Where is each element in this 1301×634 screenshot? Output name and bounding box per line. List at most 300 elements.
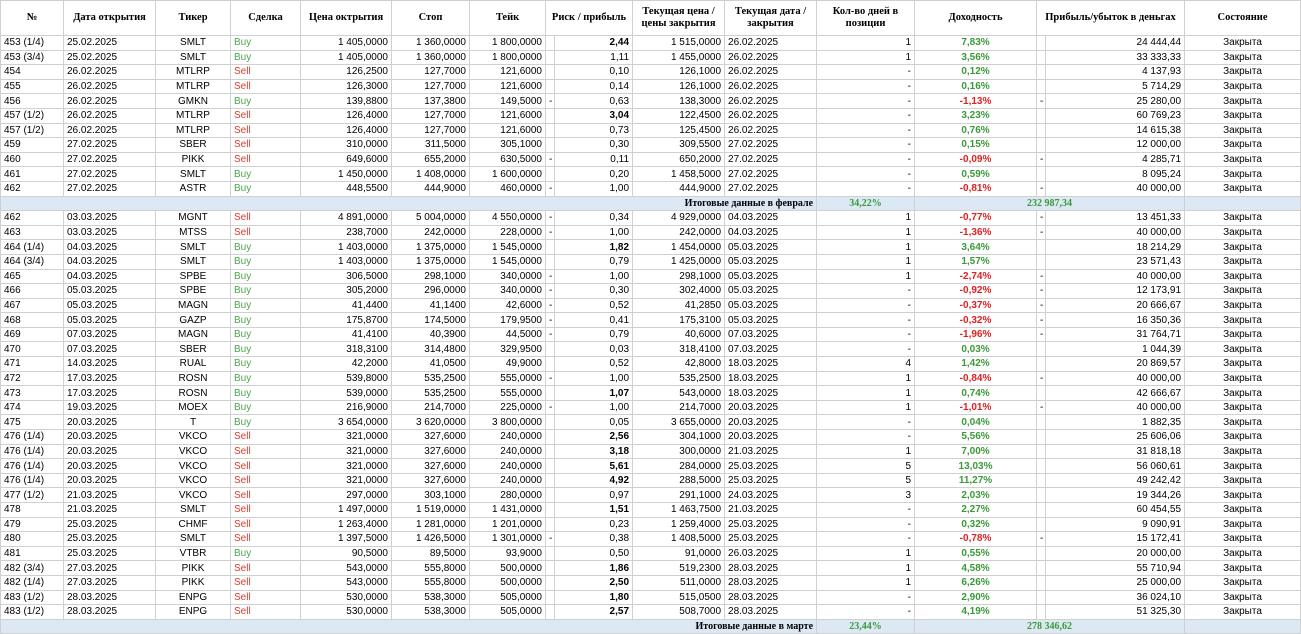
trade-num: 478	[1, 503, 64, 518]
open-price: 448,5500	[301, 181, 392, 196]
ticker: MGNT	[156, 211, 231, 226]
risk-reward: 5,61	[555, 459, 633, 474]
pl-amount: 14 615,38	[1046, 123, 1185, 138]
open-price: 139,8800	[301, 94, 392, 109]
days-in-position: -	[817, 590, 915, 605]
deal-type: Buy	[231, 313, 301, 328]
return-pct: -0,84%	[915, 371, 1037, 386]
return-pct: 0,32%	[915, 517, 1037, 532]
open-price: 126,3000	[301, 79, 392, 94]
current-price: 291,1000	[633, 488, 725, 503]
rr-sign: -	[546, 284, 555, 299]
pl-sign: -	[1037, 400, 1046, 415]
pl-sign: -	[1037, 152, 1046, 167]
risk-reward: 3,04	[555, 108, 633, 123]
table-row	[1, 181, 1301, 196]
deal-type: Sell	[231, 488, 301, 503]
open-price: 175,8700	[301, 313, 392, 328]
current-date: 05.03.2025	[725, 313, 817, 328]
days-in-position: 1	[817, 254, 915, 269]
table-row	[1, 488, 1301, 503]
ticker: T	[156, 415, 231, 430]
stop-price: 3 620,0000	[392, 415, 470, 430]
current-date: 27.02.2025	[725, 152, 817, 167]
stop-price: 1 360,0000	[392, 50, 470, 65]
current-date: 28.03.2025	[725, 575, 817, 590]
risk-reward: 0,03	[555, 342, 633, 357]
table-row	[1, 313, 1301, 328]
days-in-position: -	[817, 342, 915, 357]
pl-amount: 20 666,67	[1046, 298, 1185, 313]
ticker: ENPG	[156, 590, 231, 605]
open-price: 321,0000	[301, 444, 392, 459]
trade-num: 476 (1/4)	[1, 444, 64, 459]
return-pct: 11,27%	[915, 473, 1037, 488]
pl-amount: 1 044,39	[1046, 342, 1185, 357]
state: Закрыта	[1185, 342, 1301, 357]
table-row	[1, 298, 1301, 313]
current-price: 508,7000	[633, 605, 725, 620]
current-price: 1 408,5000	[633, 532, 725, 547]
stop-price: 298,1000	[392, 269, 470, 284]
trade-num: 476 (1/4)	[1, 459, 64, 474]
return-pct: -1,13%	[915, 94, 1037, 109]
risk-reward: 0,11	[555, 152, 633, 167]
rr-sign	[546, 605, 555, 620]
days-in-position: 1	[817, 36, 915, 51]
deal-type: Sell	[231, 605, 301, 620]
return-pct: 2,27%	[915, 503, 1037, 518]
pl-sign	[1037, 546, 1046, 561]
pl-sign: -	[1037, 532, 1046, 547]
state: Закрыта	[1185, 94, 1301, 109]
header-days: Кол-во дней в позиции	[817, 1, 915, 36]
table-row	[1, 225, 1301, 240]
pl-sign: -	[1037, 225, 1046, 240]
days-in-position: -	[817, 123, 915, 138]
state: Закрыта	[1185, 386, 1301, 401]
summary-label: Итоговые данные в марте	[1, 619, 817, 634]
summary-pl: 278 346,62	[915, 619, 1185, 634]
current-price: 138,3000	[633, 94, 725, 109]
trade-num: 455	[1, 79, 64, 94]
pl-sign	[1037, 517, 1046, 532]
return-pct: 0,16%	[915, 79, 1037, 94]
pl-amount: 25 280,00	[1046, 94, 1185, 109]
current-date: 20.03.2025	[725, 415, 817, 430]
pl-sign	[1037, 240, 1046, 255]
return-pct: -0,92%	[915, 284, 1037, 299]
open-date: 28.03.2025	[64, 605, 156, 620]
return-pct: 4,58%	[915, 561, 1037, 576]
days-in-position: -	[817, 152, 915, 167]
pl-sign	[1037, 444, 1046, 459]
table-row	[1, 108, 1301, 123]
open-price: 649,6000	[301, 152, 392, 167]
current-date: 05.03.2025	[725, 269, 817, 284]
days-in-position: -	[817, 430, 915, 445]
take-price: 460,0000	[470, 181, 546, 196]
header-num: №	[1, 1, 64, 36]
pl-sign: -	[1037, 94, 1046, 109]
ticker: GMKN	[156, 94, 231, 109]
trade-num: 464 (3/4)	[1, 254, 64, 269]
ticker: MTLRP	[156, 108, 231, 123]
state: Закрыта	[1185, 65, 1301, 80]
take-price: 121,6000	[470, 123, 546, 138]
stop-price: 538,3000	[392, 590, 470, 605]
days-in-position: 1	[817, 575, 915, 590]
trade-num: 473	[1, 386, 64, 401]
pl-sign: -	[1037, 181, 1046, 196]
open-date: 04.03.2025	[64, 240, 156, 255]
open-date: 28.03.2025	[64, 590, 156, 605]
open-price: 530,0000	[301, 605, 392, 620]
pl-sign	[1037, 342, 1046, 357]
days-in-position: 1	[817, 225, 915, 240]
current-price: 1 259,4000	[633, 517, 725, 532]
current-price: 1 425,0000	[633, 254, 725, 269]
take-price: 505,0000	[470, 605, 546, 620]
take-price: 1 431,0000	[470, 503, 546, 518]
return-pct: 2,90%	[915, 590, 1037, 605]
deal-type: Buy	[231, 342, 301, 357]
ticker: SPBE	[156, 284, 231, 299]
risk-reward: 3,18	[555, 444, 633, 459]
risk-reward: 1,00	[555, 225, 633, 240]
deal-type: Sell	[231, 459, 301, 474]
current-price: 4 929,0000	[633, 211, 725, 226]
return-pct: 1,57%	[915, 254, 1037, 269]
ticker: VKCO	[156, 488, 231, 503]
open-date: 26.02.2025	[64, 65, 156, 80]
risk-reward: 1,00	[555, 400, 633, 415]
take-price: 500,0000	[470, 561, 546, 576]
current-price: 650,2000	[633, 152, 725, 167]
state: Закрыта	[1185, 590, 1301, 605]
return-pct: -0,32%	[915, 313, 1037, 328]
open-price: 1 403,0000	[301, 254, 392, 269]
current-date: 07.03.2025	[725, 327, 817, 342]
current-price: 304,1000	[633, 430, 725, 445]
open-date: 07.03.2025	[64, 327, 156, 342]
stop-price: 444,9000	[392, 181, 470, 196]
open-price: 4 891,0000	[301, 211, 392, 226]
rr-sign	[546, 36, 555, 51]
current-price: 284,0000	[633, 459, 725, 474]
deal-type: Sell	[231, 517, 301, 532]
stop-price: 327,6000	[392, 459, 470, 474]
current-date: 26.03.2025	[725, 546, 817, 561]
pl-sign	[1037, 503, 1046, 518]
risk-reward: 0,38	[555, 532, 633, 547]
stop-price: 535,2500	[392, 371, 470, 386]
current-date: 25.03.2025	[725, 459, 817, 474]
open-date: 05.03.2025	[64, 284, 156, 299]
stop-price: 89,5000	[392, 546, 470, 561]
rr-sign: -	[546, 371, 555, 386]
table-row	[1, 459, 1301, 474]
pl-sign	[1037, 561, 1046, 576]
take-price: 240,0000	[470, 473, 546, 488]
current-date: 26.02.2025	[725, 94, 817, 109]
state: Закрыта	[1185, 430, 1301, 445]
deal-type: Buy	[231, 240, 301, 255]
days-in-position: -	[817, 94, 915, 109]
days-in-position: -	[817, 517, 915, 532]
stop-price: 41,1400	[392, 298, 470, 313]
table-row	[1, 284, 1301, 299]
open-price: 1 450,0000	[301, 167, 392, 182]
table-row	[1, 503, 1301, 518]
return-pct: 0,03%	[915, 342, 1037, 357]
pl-sign: -	[1037, 284, 1046, 299]
risk-reward: 2,44	[555, 36, 633, 51]
deal-type: Sell	[231, 211, 301, 226]
risk-reward: 1,00	[555, 371, 633, 386]
table-row	[1, 386, 1301, 401]
open-date: 05.03.2025	[64, 313, 156, 328]
days-in-position: -	[817, 327, 915, 342]
rr-sign: -	[546, 211, 555, 226]
risk-reward: 2,57	[555, 605, 633, 620]
deal-type: Buy	[231, 371, 301, 386]
days-in-position: 1	[817, 211, 915, 226]
rr-sign	[546, 79, 555, 94]
take-price: 329,9500	[470, 342, 546, 357]
current-price: 511,0000	[633, 575, 725, 590]
pl-amount: 60 454,55	[1046, 503, 1185, 518]
trade-num: 476 (1/4)	[1, 473, 64, 488]
pl-amount: 40 000,00	[1046, 225, 1185, 240]
open-price: 1 263,4000	[301, 517, 392, 532]
header-ticker: Тикер	[156, 1, 231, 36]
take-price: 121,6000	[470, 108, 546, 123]
state: Закрыта	[1185, 605, 1301, 620]
stop-price: 242,0000	[392, 225, 470, 240]
pl-amount: 8 095,24	[1046, 167, 1185, 182]
open-date: 14.03.2025	[64, 357, 156, 372]
return-pct: -1,01%	[915, 400, 1037, 415]
open-date: 20.03.2025	[64, 430, 156, 445]
ticker: VKCO	[156, 473, 231, 488]
pl-sign	[1037, 590, 1046, 605]
open-date: 25.02.2025	[64, 50, 156, 65]
trade-num: 467	[1, 298, 64, 313]
open-date: 27.02.2025	[64, 167, 156, 182]
ticker: CHMF	[156, 517, 231, 532]
trade-num: 461	[1, 167, 64, 182]
pl-sign: -	[1037, 371, 1046, 386]
open-price: 42,2000	[301, 357, 392, 372]
rr-sign	[546, 488, 555, 503]
pl-amount: 31 764,71	[1046, 327, 1185, 342]
open-price: 238,7000	[301, 225, 392, 240]
pl-sign	[1037, 79, 1046, 94]
return-pct: -2,74%	[915, 269, 1037, 284]
table-row	[1, 254, 1301, 269]
stop-price: 214,7000	[392, 400, 470, 415]
rr-sign	[546, 546, 555, 561]
risk-reward: 0,52	[555, 298, 633, 313]
stop-price: 40,3900	[392, 327, 470, 342]
pl-sign: -	[1037, 211, 1046, 226]
take-price: 225,0000	[470, 400, 546, 415]
deal-type: Buy	[231, 298, 301, 313]
header-return: Доходность	[915, 1, 1037, 36]
open-date: 19.03.2025	[64, 400, 156, 415]
rr-sign	[546, 473, 555, 488]
risk-reward: 0,20	[555, 167, 633, 182]
deal-type: Sell	[231, 108, 301, 123]
current-price: 444,9000	[633, 181, 725, 196]
return-pct: -1,36%	[915, 225, 1037, 240]
take-price: 42,6000	[470, 298, 546, 313]
days-in-position: 3	[817, 488, 915, 503]
deal-type: Sell	[231, 575, 301, 590]
ticker: ENPG	[156, 605, 231, 620]
stop-price: 303,1000	[392, 488, 470, 503]
ticker: SMLT	[156, 240, 231, 255]
take-price: 555,0000	[470, 371, 546, 386]
table-row	[1, 400, 1301, 415]
stop-price: 1 375,0000	[392, 254, 470, 269]
pl-sign	[1037, 430, 1046, 445]
ticker: MAGN	[156, 298, 231, 313]
deal-type: Sell	[231, 561, 301, 576]
take-price: 1 600,0000	[470, 167, 546, 182]
rr-sign	[546, 123, 555, 138]
risk-reward: 0,50	[555, 546, 633, 561]
days-in-position: -	[817, 503, 915, 518]
table-row	[1, 327, 1301, 342]
pl-amount: 4 137,93	[1046, 65, 1185, 80]
current-price: 298,1000	[633, 269, 725, 284]
ticker: SMLT	[156, 167, 231, 182]
open-price: 216,9000	[301, 400, 392, 415]
state: Закрыта	[1185, 357, 1301, 372]
header-pl: Прибыль/убыток в деньгах	[1037, 1, 1185, 36]
ticker: MTLRP	[156, 79, 231, 94]
open-price: 1 403,0000	[301, 240, 392, 255]
pl-amount: 25 000,00	[1046, 575, 1185, 590]
pl-amount: 19 344,26	[1046, 488, 1185, 503]
table-row	[1, 561, 1301, 576]
summary-state	[1185, 196, 1301, 211]
rr-sign: -	[546, 327, 555, 342]
state: Закрыта	[1185, 546, 1301, 561]
stop-price: 127,7000	[392, 79, 470, 94]
deal-type: Sell	[231, 138, 301, 153]
days-in-position: -	[817, 415, 915, 430]
take-price: 1 545,0000	[470, 240, 546, 255]
pl-sign	[1037, 167, 1046, 182]
risk-reward: 2,56	[555, 430, 633, 445]
table-row	[1, 211, 1301, 226]
days-in-position: 1	[817, 561, 915, 576]
ticker: ROSN	[156, 386, 231, 401]
open-date: 07.03.2025	[64, 342, 156, 357]
deal-type: Buy	[231, 400, 301, 415]
header-stop: Стоп	[392, 1, 470, 36]
state: Закрыта	[1185, 254, 1301, 269]
trade-num: 476 (1/4)	[1, 430, 64, 445]
return-pct: 6,26%	[915, 575, 1037, 590]
stop-price: 1 519,0000	[392, 503, 470, 518]
rr-sign	[546, 430, 555, 445]
deal-type: Sell	[231, 65, 301, 80]
current-price: 288,5000	[633, 473, 725, 488]
state: Закрыта	[1185, 561, 1301, 576]
open-price: 543,0000	[301, 575, 392, 590]
state: Закрыта	[1185, 313, 1301, 328]
current-date: 28.03.2025	[725, 590, 817, 605]
rr-sign	[546, 415, 555, 430]
days-in-position: 1	[817, 386, 915, 401]
days-in-position: 1	[817, 371, 915, 386]
return-pct: -0,09%	[915, 152, 1037, 167]
current-date: 25.03.2025	[725, 532, 817, 547]
table-row	[1, 167, 1301, 182]
trade-num: 483 (1/2)	[1, 605, 64, 620]
risk-reward: 0,05	[555, 415, 633, 430]
rr-sign	[546, 254, 555, 269]
state: Закрыта	[1185, 503, 1301, 518]
risk-reward: 0,30	[555, 138, 633, 153]
table-row	[1, 517, 1301, 532]
current-price: 214,7000	[633, 400, 725, 415]
ticker: MTLRP	[156, 123, 231, 138]
pl-amount: 15 172,41	[1046, 532, 1185, 547]
open-price: 1 405,0000	[301, 50, 392, 65]
take-price: 44,5000	[470, 327, 546, 342]
pl-sign	[1037, 65, 1046, 80]
deal-type: Buy	[231, 181, 301, 196]
deal-type: Sell	[231, 444, 301, 459]
return-pct: 0,76%	[915, 123, 1037, 138]
risk-reward: 1,07	[555, 386, 633, 401]
current-date: 26.02.2025	[725, 79, 817, 94]
trade-num: 453 (1/4)	[1, 36, 64, 51]
pl-amount: 40 000,00	[1046, 400, 1185, 415]
ticker: SMLT	[156, 254, 231, 269]
trade-num: 482 (1/4)	[1, 575, 64, 590]
table-row	[1, 240, 1301, 255]
state: Закрыта	[1185, 269, 1301, 284]
ticker: SPBE	[156, 269, 231, 284]
table-row	[1, 123, 1301, 138]
stop-price: 127,7000	[392, 108, 470, 123]
state: Закрыта	[1185, 36, 1301, 51]
open-date: 05.03.2025	[64, 298, 156, 313]
take-price: 305,1000	[470, 138, 546, 153]
current-date: 26.02.2025	[725, 108, 817, 123]
current-date: 26.02.2025	[725, 65, 817, 80]
return-pct: 7,83%	[915, 36, 1037, 51]
open-price: 126,4000	[301, 123, 392, 138]
rr-sign	[546, 65, 555, 80]
risk-reward: 0,97	[555, 488, 633, 503]
days-in-position: -	[817, 532, 915, 547]
stop-price: 655,2000	[392, 152, 470, 167]
open-date: 27.02.2025	[64, 138, 156, 153]
table-row	[1, 152, 1301, 167]
open-price: 543,0000	[301, 561, 392, 576]
current-date: 26.02.2025	[725, 123, 817, 138]
days-in-position: -	[817, 284, 915, 299]
deal-type: Sell	[231, 123, 301, 138]
current-price: 318,4100	[633, 342, 725, 357]
